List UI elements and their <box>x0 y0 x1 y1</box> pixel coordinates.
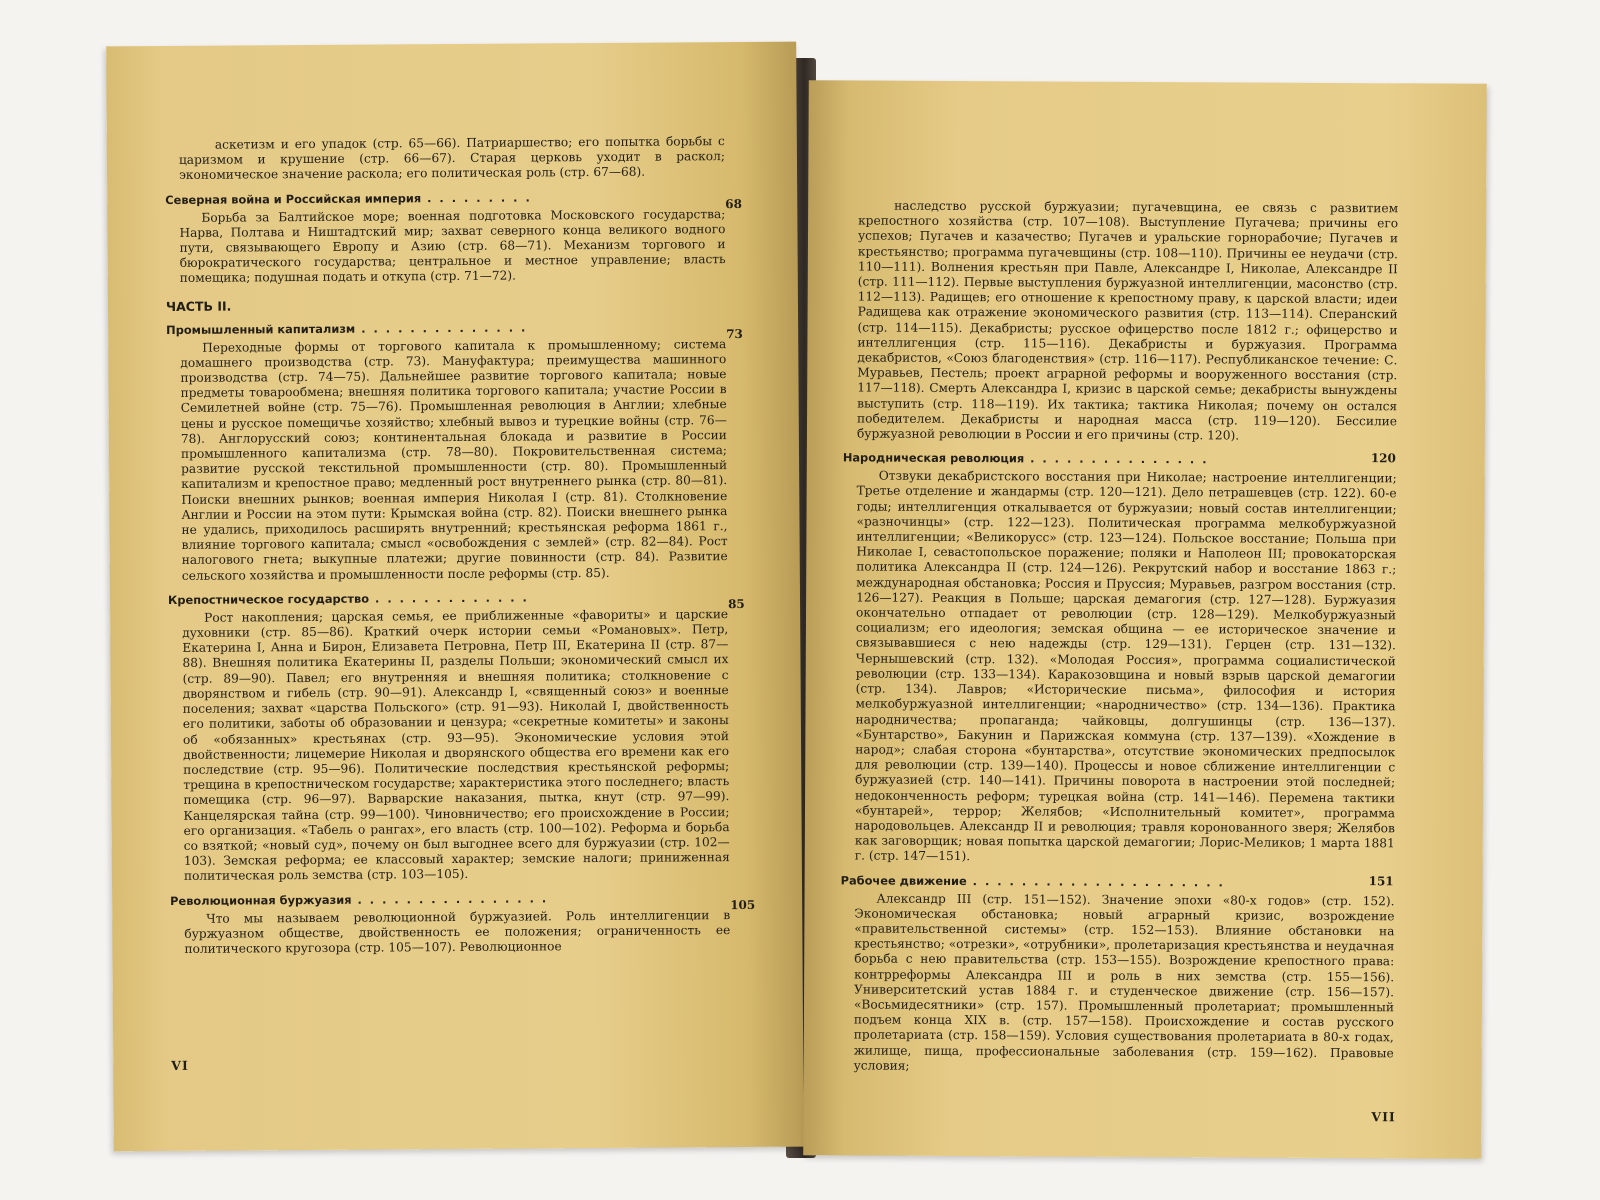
toc-paragraph: Отзвуки декабристского восстания при Николае; настроение интеллигенции; Третье отделение и жандармы (стр. 120—121). Дело петрашевцев (стр. 122). 60-е годы; интеллигенция откалывается от буржуазии; новый состав интеллигенции; «разночинцы» (стр. 122—123). Политическая программа мелкобуржуазной интеллигенции; «Великорусс» (стр. 123—124). Польское восстание; Польша при Николае I, севастопольское поражение; поляки и Наполеон III; провокаторская политика Александра II (стр. 124—126). Рекрутский набор и восстание 1863 г.; международная обстановка; Россия и Пруссия; Муравьев, разгром восстания (стр. 126—127). Реакция в Польше; царская демагогия (стр. 127—128). Буржуазия окончательно отпадает от революции (стр. 128—129). Мелкобуржуазный социализм; его идеология; земская община — ее историческое значение и связывавшиеся с нею надежды (стр. 129—131). Герцен (стр. 131—132). Чернышевский (стр. 132). «Молодая Россия», программа социалистической революции (стр. 133—134). Каракозовщина и новый взрыв царской демагогии (стр. 134). Лавров; «Исторические письма», философия и история мелкобуржуазной интеллигенции; «народничество» (стр. 134—136). Практика народничества; пропаганда; чайковцы, долгушинцы (стр. 136—137). «Бунтарство», Бакунин и Парижская коммуна (стр. 137—139). «Хождение в народ»; слабая сторона «бунтарства», отсутствие экономических предпосылок для революции (стр. 139—140). Процессы и новое сближение интеллигенции с буржуазией (стр. 140—141). Причины поворота в настроении этой последней; недоконченность реформ; турецкая война (стр. 141—146). Перемена тактики «бунтарей», террор; Желябов; «Исполнительный комитет», программа народовольцев. Александр II и революция; травля коронованного зверя; Желябов как заговорщик; новая попытка царской демагогии; Лорис-Меликов; 1 марта 1881 г. (стр. 147—151). <box>854 468 1397 864</box>
toc-entry-heading <box>165 189 743 211</box>
open-book <box>110 44 1480 1164</box>
toc-entry-page-number: 73 <box>726 326 743 341</box>
toc-entry-title: Крепостническое государство <box>167 591 370 607</box>
leader-dots: . . . . . . . . . . . . . . . . . . . . . <box>966 873 1225 889</box>
toc-paragraph: Что мы называем революционной буржуазией. Роль интеллигенции в буржуазном обществе, двойственность ее положения; ограниченность ее политического кругозора (стр. 105—107). Революционное <box>184 907 731 956</box>
leader-dots: . . . . . . . . . . . . . . <box>355 320 528 336</box>
toc-entry-heading <box>843 451 1397 468</box>
toc-entry-title: Рабочее движение <box>840 872 967 888</box>
left-page-content <box>165 134 756 957</box>
toc-entry-page-number: 105 <box>730 897 756 912</box>
toc-paragraph: аскетизм и его упадок (стр. 65—66). Патриаршество; его попытка борьбы с царизмом и крушение (стр. 66—67). Старая церковь уходит в раскол; экономическое значение раскола; его политическая роль (стр. 67—68). <box>178 134 725 183</box>
leader-dots: . . . . . . . . . <box>421 190 532 205</box>
right-page-content <box>840 198 1399 1076</box>
toc-entry-heading <box>841 873 1395 890</box>
page-folio: VII <box>1371 1109 1396 1125</box>
toc-paragraph: Рост накопления; царская семья, ее приближенные «фавориты» и царские духовники (стр. 85—86). Краткий очерк истории семьи «Романовых». Петр, Екатерина I, Анна и Бирон, Елизавета Петровна, Петр III, Екатерина II (стр. 87—88). Внешняя политика Екатерины II, разделы Польши; экономический смысл их (стр. 89—90). Павел; его внутренняя и внешняя политика; столкновение с дворянством и гибель (стр. 90—91). Александр I, «священный союз» и военные поселения; захват «царства Польского» (стр. 91—93). Николай I, двойственность его политики, заботы об образовании и цензура; «секретные комитеты» и законы об «обязанных» крестьянах (стр. 93—95). Экономические условия этой двойственности; лицемерие Николая и дворянского общества его времени как его последствие (стр. 95—96). Политические последствия крестьянской реформы; трещина в крепостническом государстве; характеристика этого последнего; власть помещика (стр. 96—97). Варварские наказания, пытка, кнут (стр. 97—99). Канцелярская тайна (стр. 99—100). Чиновничество; его происхождение в России; его организация. «Табель о рангах», его власть (стр. 100—102). Реформа и борьба со взяткой; «новый суд», почему он был выгоднее всего для буржуазии (стр. 102—103). Земская реформа; ее классовый характер; земские налоги; приниженная политическая роль земства (стр. 103—105). <box>182 606 730 884</box>
part-heading: ЧАСТЬ II. <box>165 298 232 314</box>
toc-entry-title: Революционная буржуазия <box>170 892 352 908</box>
toc-entry-heading <box>170 890 756 912</box>
leader-dots: . . . . . . . . . . . . . <box>368 590 529 606</box>
toc-paragraph: наследство русской буржуазии; пугачевщина, ее связь с развитием крепостного хозяйства (стр. 107—108). Выступление Пугачева; причины его успехов; Пугачев и казачество; Пугачев и уральские горнорабочие; Пугачев и крестьянство; программа пугачевщины (стр. 108—110). Причины ее неудачи (стр. 110—111). Волнения крестьян при Павле, Александре I, Николае, Александре II (стр. 111—112). Первые выступления буржуазной интеллигенции, масонство (стр. 112—113). Радищев; его отношение к крепостному праву, к царской власти; идеи Радищева как отражение экономического развития (стр. 113—114). Сперанский (стр. 114—115). Декабристы; русское офицерство после 1812 г.; офицерство и интеллигенция (стр. 115—116). Декабристы и буржуазия. Программа декабристов, «Союз благоденствия» (стр. 116—117). Республиканское течение: С. Муравьев, Пестель; проект аграрной реформы и вооруженного восстания (стр. 117—118). Смерть Александра I, кризис в царской семье; декабристы вынуждены выступить (стр. 118—119). Их тактика; тактика Николая; почему он остался победителем. Декабристы и народная масса (стр. 119—120). Бессилие буржуазной революции в России и его причины (стр. 120). <box>856 198 1399 443</box>
toc-entry-page-number: 151 <box>1368 873 1394 888</box>
toc-paragraph: Переходные формы от торгового капитала к промышленному; система домашнего производства (стр. 73). Мануфактура; преимущества машинного производства (стр. 74—75). Дальнейшее развитие торгового капитала; новые предметы товарообмена; внешняя политика торгового капитала; участие России в Семилетней войне (стр. 75—76). Промышленная революция в Англии; хлебные цены и русское помещичье хозяйство; хлебный вывоз и турецкие войны (стр. 76—78). Англорусский союз; континентальная блокада и развитие в России промышленного капитализма (стр. 78—80). Покровительственная система; развитие русской текстильной промышленности (стр. 80). Промышленный капитализм и крепостное право; медленный рост внутреннего рынка (стр. 80—81). Поиски внешних рынков; военная империя Николая I (стр. 81). Столкновение Англии и России на этом пути: Крымская война (стр. 82). Поиски внешнего рынка не удались, приходилось расширять внутренний; крестьянская реформа 1861 г., влияние торгового капитала; смысл «освобождения с землей» (стр. 82—84). Рост налогового гнета; выкупные платежи; другие повинности (стр. 84). Развитие сельского хозяйства и промышленности после реформы (стр. 85). <box>180 336 728 583</box>
toc-entry-page-number: 85 <box>728 596 745 611</box>
leader-dots: . . . . . . . . . . . . . . . . <box>351 890 549 907</box>
toc-entry-title: Промышленный капитализм <box>166 321 356 337</box>
leader-dots: . . . . . . . . . . . . . . . <box>1024 451 1209 467</box>
right-page <box>803 80 1487 1159</box>
page-folio: VI <box>171 1057 189 1073</box>
toc-entry-title: Народническая революция <box>842 450 1025 466</box>
toc-entry-page-number: 120 <box>1370 451 1396 466</box>
toc-entry-heading <box>166 319 743 341</box>
left-page <box>106 42 804 1152</box>
toc-paragraph: Александр III (стр. 151—152). Значение эпохи «80-х годов» (стр. 152). Экономическая обстановка; новый аграрный кризис, возрождение «правительственной системы» (стр. 152—153). Влияние обстановки на крестьянство; «отрезки», «отрубники», пролетаризация крестьянства и неудачная борьба с нею правительства (стр. 153—155). Возрождение крепостного права: контрреформы Александра III и роль в них земства (стр. 155—156). Университетский устав 1884 г. и студенческое движение (стр. 156—157). «Восьмидесятники» (стр. 157). Промышленный пролетариат; промышленный подъем конца XIX в. (стр. 157—158). Происхождение и состав русского пролетариата (стр. 158—159). Условия существования пролетариата в 80-х годах, жилище, пища, профессиональные заболевания (стр. 159—162). Правовые условия; <box>853 891 1395 1073</box>
toc-paragraph: Борьба за Балтийское море; военная подготовка Московского государства; Нарва, Полтава и Ништадтский мир; захват северного конца великого водного пути, связывающего Европу и Азию (стр. 68—71). Механизм торгового и бюрократического государства; центральное и местное управление; власть помещика; подушная подать и откупа (стр. 71—72). <box>179 206 726 286</box>
toc-entry-heading <box>167 589 745 611</box>
toc-entry-page-number: 68 <box>725 196 743 211</box>
toc-entry-title: Северная война и Российская империя <box>165 190 422 207</box>
